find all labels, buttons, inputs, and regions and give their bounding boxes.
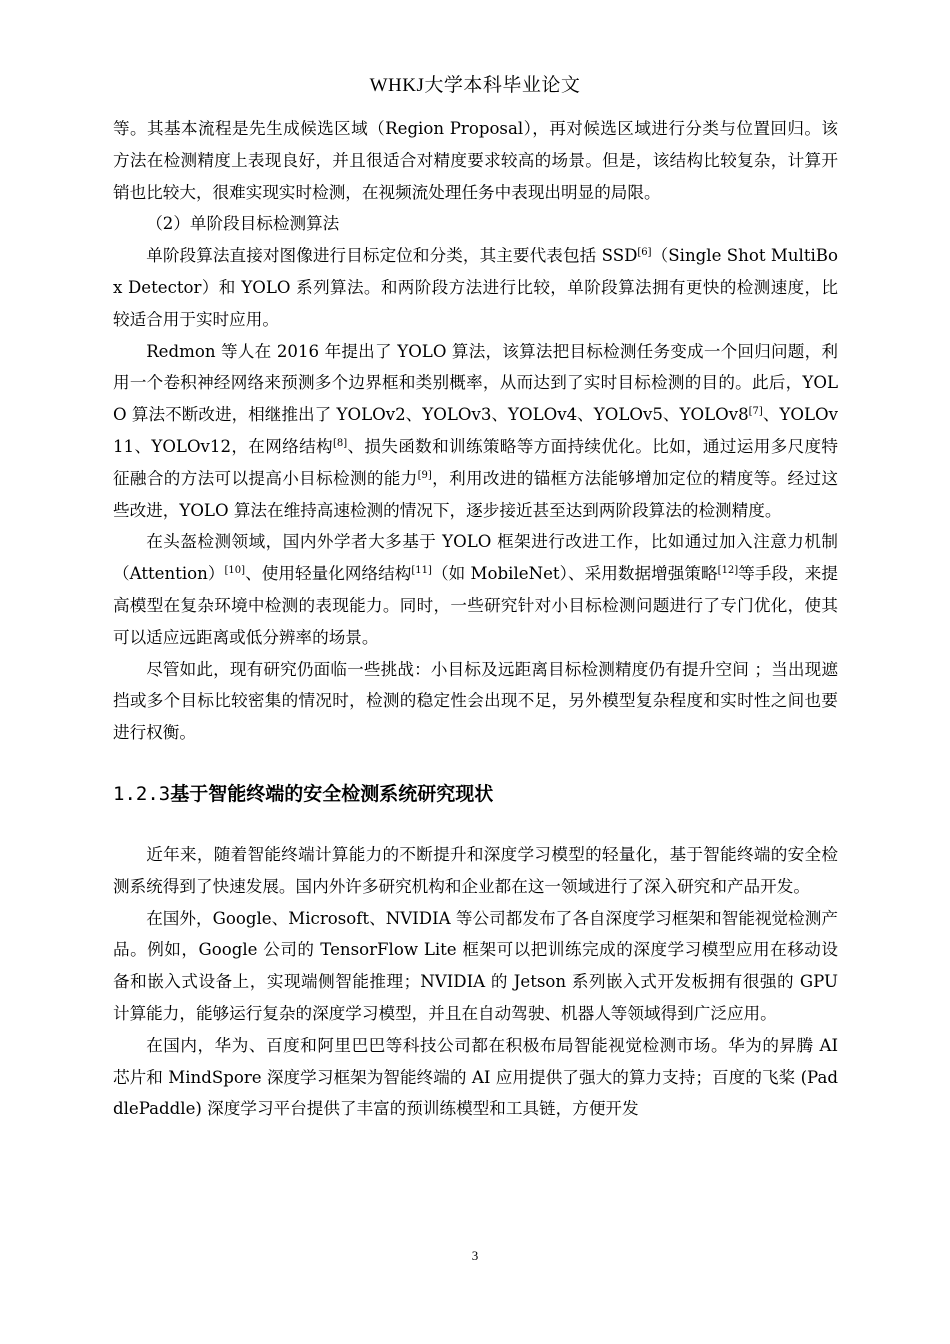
- citation-ref[interactable]: [11]: [411, 565, 432, 577]
- citation-ref[interactable]: [10]: [224, 565, 246, 577]
- citation-ref[interactable]: [9]: [417, 469, 432, 481]
- paragraph-abroad: 在国外，Google、Microsoft、NVIDIA 等公司都发布了各自深度学习框架和智能视觉检测产品。例如，Google 公司的 TensorFlow Lite 框架可以把训练完成的深度学习模型应用在移动设备和嵌入式设备上，实现端侧智能推理；NVIDIA 的 Jetson 系列嵌入式开发板拥有很强的 GPU 计算能力，能够运行复杂的深度学习模型，并且在自动驾驶、机器人等领域得到广泛应用。: [113, 908, 838, 1023]
- text-run: （如 MobileNet）、采用数据增强策略: [431, 564, 718, 584]
- text-run: 单阶段算法直接对图像进行目标定位和分类，其主要代表包括 SSD: [146, 246, 638, 266]
- paragraph-domestic: 在国内，华为、百度和阿里巴巴等科技公司都在积极布局智能视觉检测市场。华为的昇腾 AI 芯片和 MindSpore 深度学习框架为智能终端的 AI 应用提供了强大的算力支持；百度的飞桨 (PaddlePaddle) 深度学习平台提供了丰富的预训练模型和工具链，方便开发: [113, 1035, 838, 1119]
- paragraph-yolo: [113, 336, 838, 527]
- section-number: 1.2.3: [113, 782, 171, 805]
- section-title: 基于智能终端的安全检测系统研究现状: [170, 782, 494, 805]
- paragraph-intro: 近年来，随着智能终端计算能力的不断提升和深度学习模型的轻量化，基于智能终端的安全检测系统得到了快速发展。国内外许多研究机构和企业都在这一领域进行了深入研究和产品开发。: [113, 844, 838, 896]
- citation-ref[interactable]: [7]: [748, 406, 763, 418]
- paragraph-helmet-detection: [113, 526, 838, 653]
- text-run: 、YOLOv11、YOLOv12，在网络结构: [113, 405, 838, 456]
- paragraph-challenges: 尽管如此，现有研究仍面临一些挑战：小目标及远距离目标检测精度仍有提升空间 ；当出现遮挡或多个目标比较密集的情况时，检测的稳定性会出现不足，另外模型复杂程度和实时性之间也要进行权衡。: [113, 659, 838, 743]
- page-body: [113, 113, 838, 1125]
- paragraph-single-stage: [113, 240, 838, 335]
- text-run: ，利用改进的锚框方法能够增加定位的精度等。经过这些改进，YOLO 算法在维持高速检测的情况下，逐步接近甚至达到两阶段算法的检测精度。: [113, 468, 838, 520]
- page-number: 3: [471, 1248, 479, 1263]
- text-run: 、损失函数和训练策略等方面持续优化。比如，通过运用多尺度特征融合的方法可以提高小目标检测的能力: [113, 436, 839, 488]
- text-run: Redmon 等人在 2016 年提出了 YOLO 算法，该算法把目标检测任务变成一个回归问题，利用一个卷积神经网络来预测多个边界框和类别概率，从而达到了实时目标检测的目的。此后，YOLO 算法不断改进，相继推出了 YOLOv2、YOLOv3、YOLOv4、YOLOv5、YOLOv8: [113, 341, 838, 425]
- section-heading: [113, 779, 838, 809]
- text-run: （Single Shot MultiBox Detector）和 YOLO 系列算法。和两阶段方法进行比较，单阶段算法拥有更快的检测速度，比较适合用于实时应用。: [113, 246, 838, 329]
- text-run: 等手段，来提高模型在复杂环境中检测的表现能力。同时，一些研究针对小目标检测问题进行了专门优化，使其可以适应远距离或低分辨率的场景。: [113, 564, 838, 647]
- paragraph-continuation: 等。其基本流程是先生成候选区域（Region Proposal），再对候选区域进行分类与位置回归。该方法在检测精度上表现良好，并且很适合对精度要求较高的场景。但是，该结构比较复杂，计算开销也比较大，很难实现实时检测，在视频流处理任务中表现出明显的局限。: [113, 119, 838, 202]
- citation-ref[interactable]: [8]: [332, 437, 348, 449]
- running-header: WHKJ大学本科毕业论文: [369, 75, 581, 96]
- text-run: 在头盔检测领域，国内外学者大多基于 YOLO 框架进行改进工作，比如通过加入注意力机制（Attention）: [113, 532, 838, 584]
- text-run: 、使用轻量化网络结构: [245, 564, 412, 584]
- subsection-label: （2）单阶段目标检测算法: [146, 214, 340, 234]
- citation-ref[interactable]: [12]: [717, 565, 739, 577]
- citation-ref[interactable]: [6]: [637, 247, 652, 259]
